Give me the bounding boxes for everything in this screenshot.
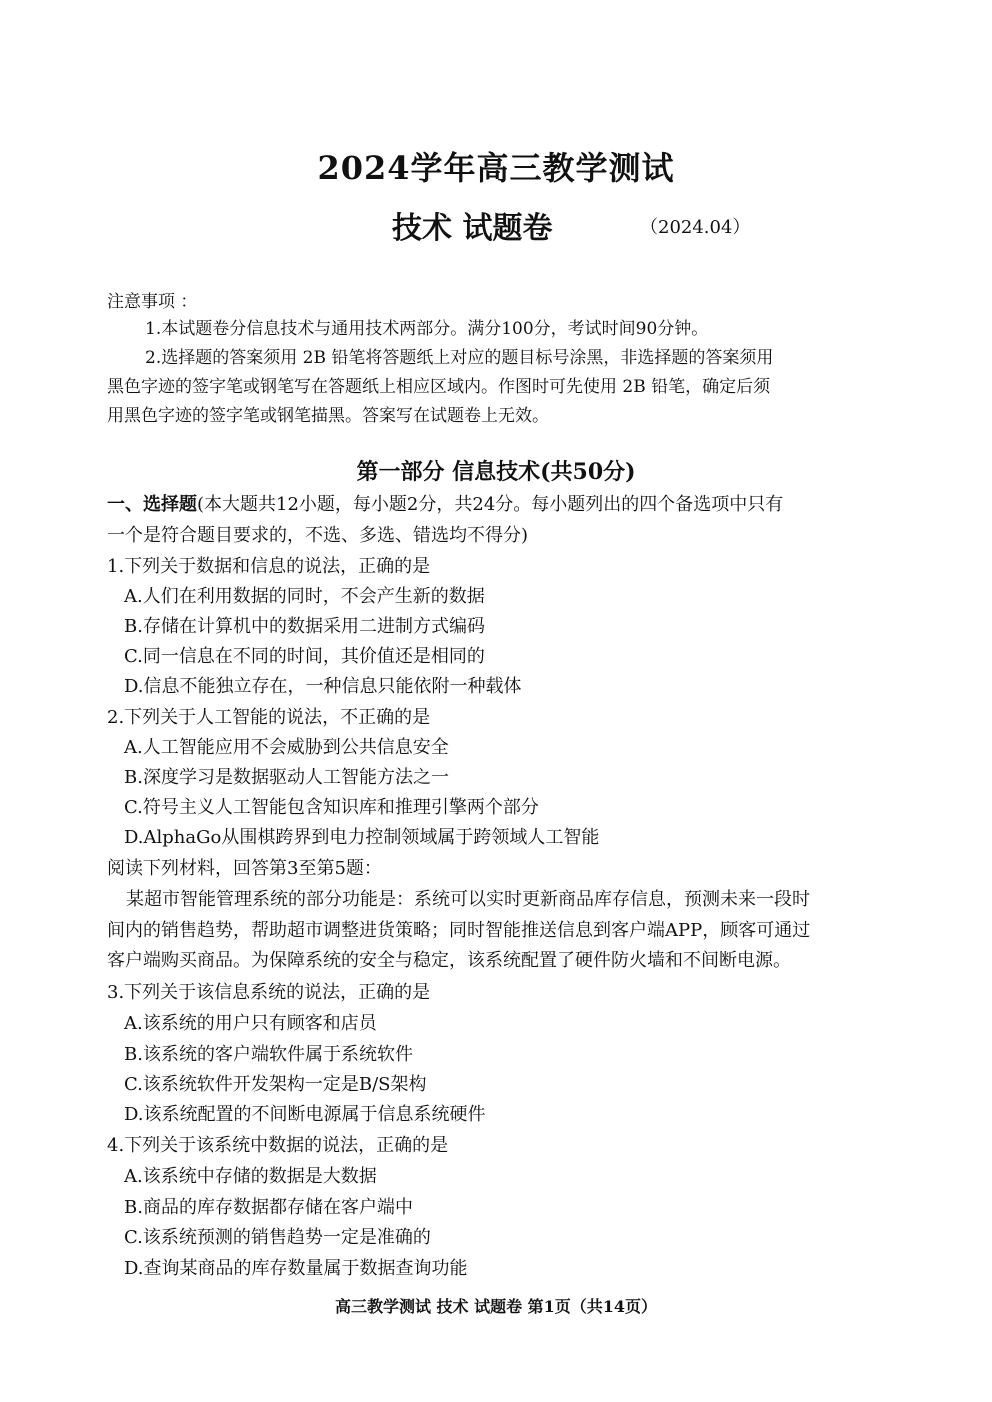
question-2-option-b: B.深度学习是数据驱动人工智能方法之一 [124, 767, 449, 788]
question-2-stem: 2.下列关于人工智能的说法，不正确的是 [107, 707, 431, 728]
notice-line-4: 用黑色字迹的签字笔或钢笔描黑。答案写在试题卷上无效。 [107, 406, 549, 426]
question-2-option-c: C.符号主义人工智能包含知识库和推理引擎两个部分 [124, 797, 539, 818]
material-intro: 阅读下列材料，回答第3至第5题： [107, 858, 382, 879]
material-line-3: 客户端购买商品。为保障系统的安全与稳定，该系统配置了硬件防火墙和不间断电源。 [107, 950, 791, 971]
exam-date: （2024.04） [640, 217, 751, 238]
question-1-option-a: A.人们在利用数据的同时，不会产生新的数据 [124, 586, 485, 607]
section-description: (本大题共12小题，每小题2分，共24分。每小题列出的四个备选项中只有 [197, 494, 784, 515]
question-2-option-d: D.AlphaGo从围棋跨界到电力控制领域属于跨领域人工智能 [124, 827, 600, 848]
question-1-stem: 1.下列关于数据和信息的说法，正确的是 [107, 556, 431, 577]
question-3-option-d: D.该系统配置的不间断电源属于信息系统硬件 [124, 1104, 486, 1125]
question-3-option-a: A.该系统的用户只有顾客和店员 [124, 1013, 377, 1034]
question-3-option-b: B.该系统的客户端软件属于系统软件 [124, 1044, 413, 1065]
question-4-option-c: C.该系统预测的销售趋势一定是准确的 [124, 1227, 431, 1248]
notice-line-1: 1.本试题卷分信息技术与通用技术两部分。满分100分，考试时间90分钟。 [145, 319, 709, 339]
material-line-2: 间内的销售趋势，帮助超市调整进货策略；同时智能推送信息到客户端APP，顾客可通过 [107, 920, 811, 941]
exam-subtitle: 技术 试题卷 [392, 211, 553, 246]
question-4-option-b: B.商品的库存数据都存储在客户端中 [124, 1197, 413, 1218]
question-4-stem: 4.下列关于该系统中数据的说法，正确的是 [107, 1135, 449, 1156]
section-header [107, 490, 783, 516]
question-4-option-d: D.查询某商品的库存数量属于数据查询功能 [124, 1258, 468, 1279]
notice-heading: 注意事项 ： [107, 292, 198, 312]
question-2-option-a: A.人工智能应用不会威胁到公共信息安全 [124, 737, 449, 758]
question-3-stem: 3.下列关于该信息系统的说法，正确的是 [107, 982, 431, 1003]
question-1-option-b: B.存储在计算机中的数据采用二进制方式编码 [124, 616, 485, 637]
material-line-1: 某超市智能管理系统的部分功能是：系统可以实时更新商品库存信息，预测未来一段时 [126, 889, 810, 910]
exam-title: 2024学年高三教学测试 [317, 149, 675, 187]
notice-line-3: 黑色字迹的签字笔或钢笔写在答题纸上相应区域内。作图时可先使用 2B 铅笔，确定后须 [107, 377, 771, 397]
notice-line-2: 2.选择题的答案须用 2B 铅笔将答题纸上对应的题目标号涂黑，非选择题的答案须用 [145, 348, 774, 368]
section-label: 一、选择题 [107, 494, 197, 515]
question-1-option-c: C.同一信息在不同的时间，其价值还是相同的 [124, 646, 485, 667]
section-description-cont: 一个是符合题目要求的，不选、多选、错选均不得分) [107, 525, 529, 546]
page-footer: 高三教学测试 技术 试题卷 第1页（共14页） [334, 1297, 658, 1316]
question-3-option-c: C.该系统软件开发架构一定是B/S架构 [124, 1074, 427, 1095]
question-4-option-a: A.该系统中存储的数据是大数据 [124, 1166, 377, 1187]
question-1-option-d: D.信息不能独立存在，一种信息只能依附一种载体 [124, 676, 522, 697]
part-title: 第一部分 信息技术(共50分) [356, 459, 636, 485]
